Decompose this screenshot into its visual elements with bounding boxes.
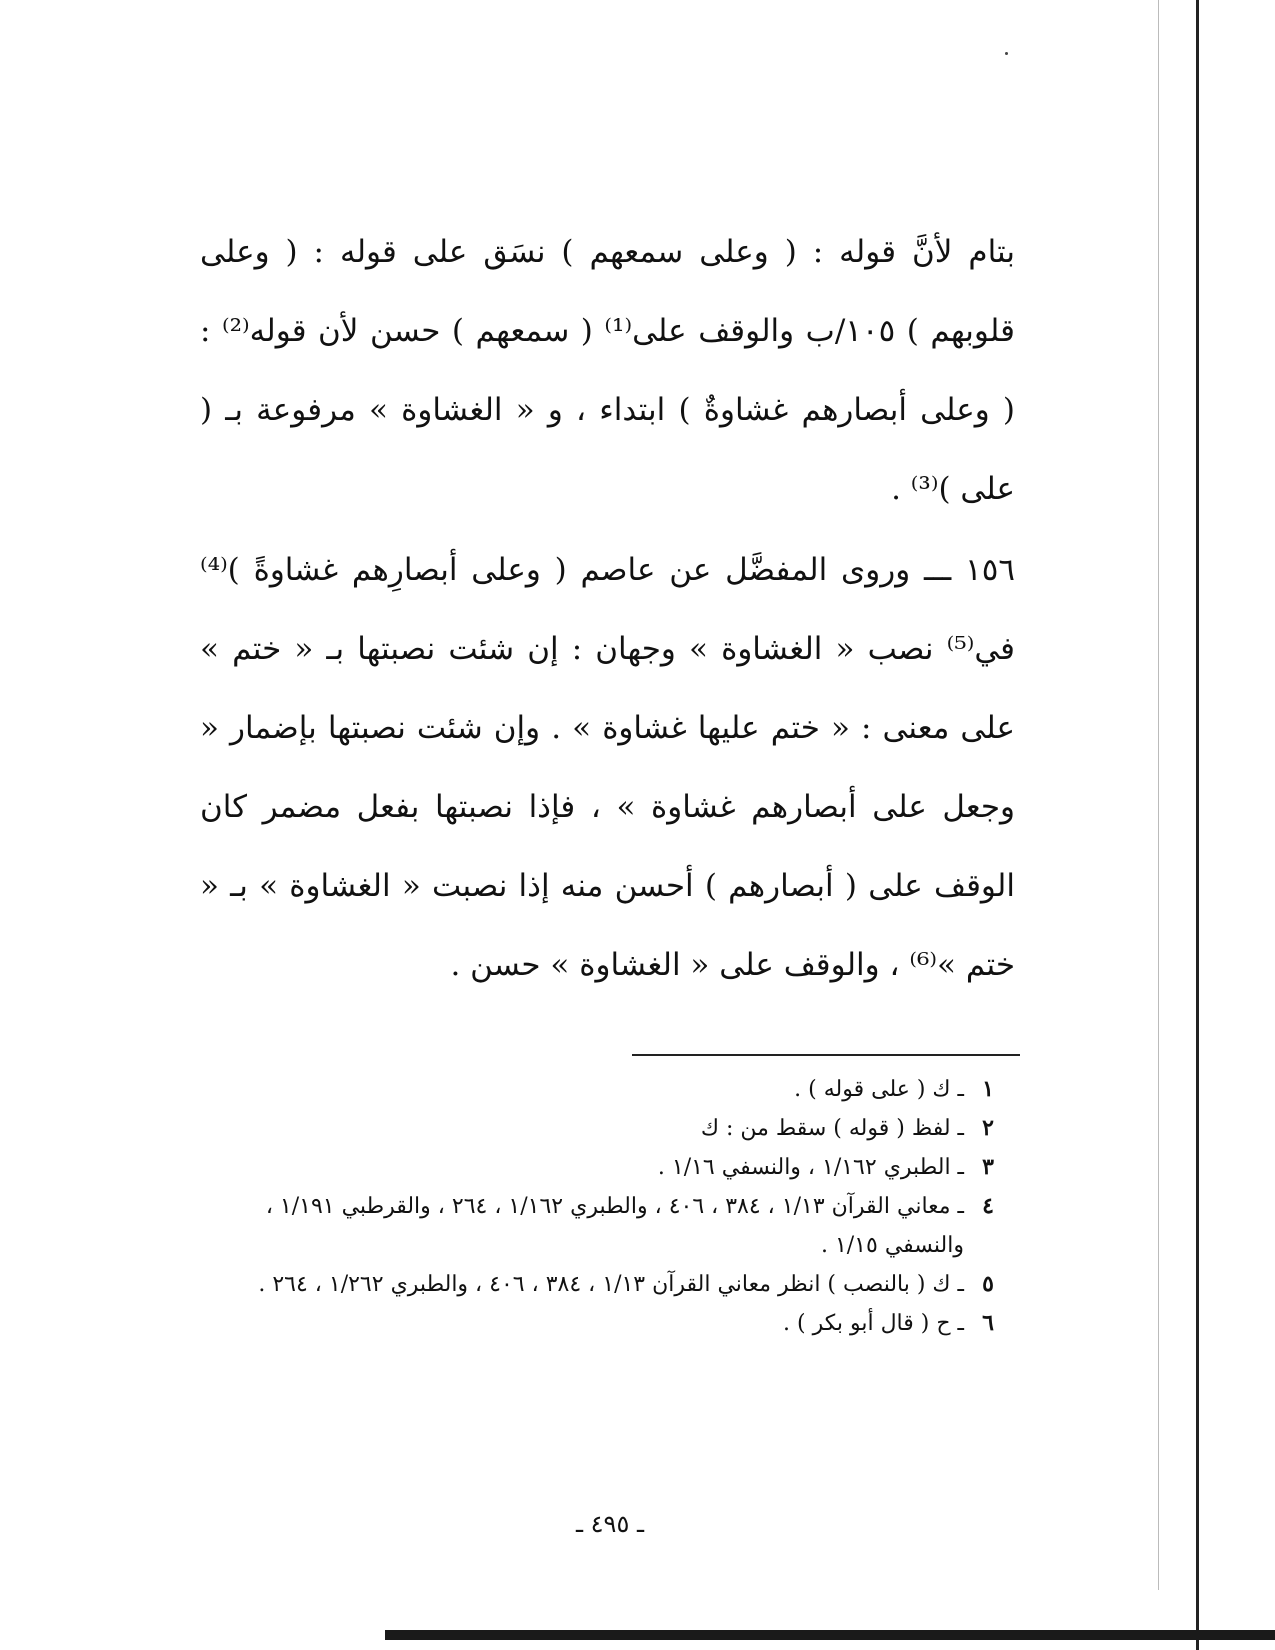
scan-edge-right-faint xyxy=(1158,0,1159,1590)
main-text xyxy=(200,213,1015,1005)
footnotes xyxy=(210,1070,1010,1343)
footnote-text: ـ ك ( بالنصب ) انظر معاني القرآن ١/١٣ ، ٣٨٤ ، ٤٠٦ ، والطبري ١/٢٦٢ ، ٢٦٤ . xyxy=(258,1272,964,1297)
footnote-text: ـ لفظ ( قوله ) سقط من : ك xyxy=(700,1116,964,1141)
footnote-number: ٢ xyxy=(982,1115,994,1141)
footnote-text: ـ الطبري ١/١٦٢ ، والنسفي ١/١٦ . xyxy=(657,1155,964,1180)
footnote-1 xyxy=(210,1070,1010,1109)
page-number: ـ ٤٩٥ ـ xyxy=(575,1510,644,1538)
scan-speck xyxy=(1005,52,1008,55)
footnote-6 xyxy=(210,1304,1010,1343)
footnote-text: ـ معاني القرآن ١/١٣ ، ٣٨٤ ، ٤٠٦ ، والطبري ١/١٦٢ ، ٢٦٤ ، والقرطبي ١/١٩١ ، والنسفي ١/١٥ . xyxy=(265,1194,964,1258)
footnote-number: ٦ xyxy=(982,1310,994,1336)
footnote-3 xyxy=(210,1148,1010,1187)
footnote-separator xyxy=(632,1054,1020,1056)
footnote-number: ٥ xyxy=(982,1271,994,1297)
scan-edge-bottom xyxy=(385,1630,1275,1640)
footnote-2 xyxy=(210,1109,1010,1148)
paragraph-1: بتام لأنَّ قوله : ( وعلى سمعهم ) نسَق على قوله : ( وعلى قلوبهم ) ١٠٥/ب والوقف على⁽¹⁾ ( سمعهم ) حسن لأن قوله⁽²⁾ : ( وعلى أبصارهم غشاوةٌ ) ابتداء ، و « الغشاوة » مرفوعة بـ ( على )⁽³⁾ . xyxy=(200,234,1015,507)
footnote-text: ـ ح ( قال أبو بكر ) . xyxy=(783,1311,964,1336)
footnote-number: ١ xyxy=(982,1076,994,1102)
footnote-text: ـ ك ( على قوله ) . xyxy=(794,1077,964,1102)
footnote-4 xyxy=(210,1187,1010,1265)
footnote-number: ٤ xyxy=(982,1193,994,1219)
footnote-5 xyxy=(210,1265,1010,1304)
footnote-number: ٣ xyxy=(982,1154,994,1180)
paragraph-2: ١٥٦ ـــ وروى المفضَّل عن عاصم ( وعلى أبصارِهم غشاوةً )⁽⁴⁾ في⁽⁵⁾ نصب « الغشاوة » وجهان : إن شئت نصبتها بـ « ختم » على معنى : « ختم عليها غشاوة » . وإن شئت نصبتها بإضمار « وجعل على أبصارهم غشاوة » ، فإذا نصبتها بفعل مضمر كان الوقف على ( أبصارهم ) أحسن منه إذا نصبت « الغشاوة » بـ « ختم »⁽⁶⁾ ، والوقف على « الغشاوة » حسن . xyxy=(200,552,1015,983)
scan-edge-right xyxy=(1196,0,1199,1650)
